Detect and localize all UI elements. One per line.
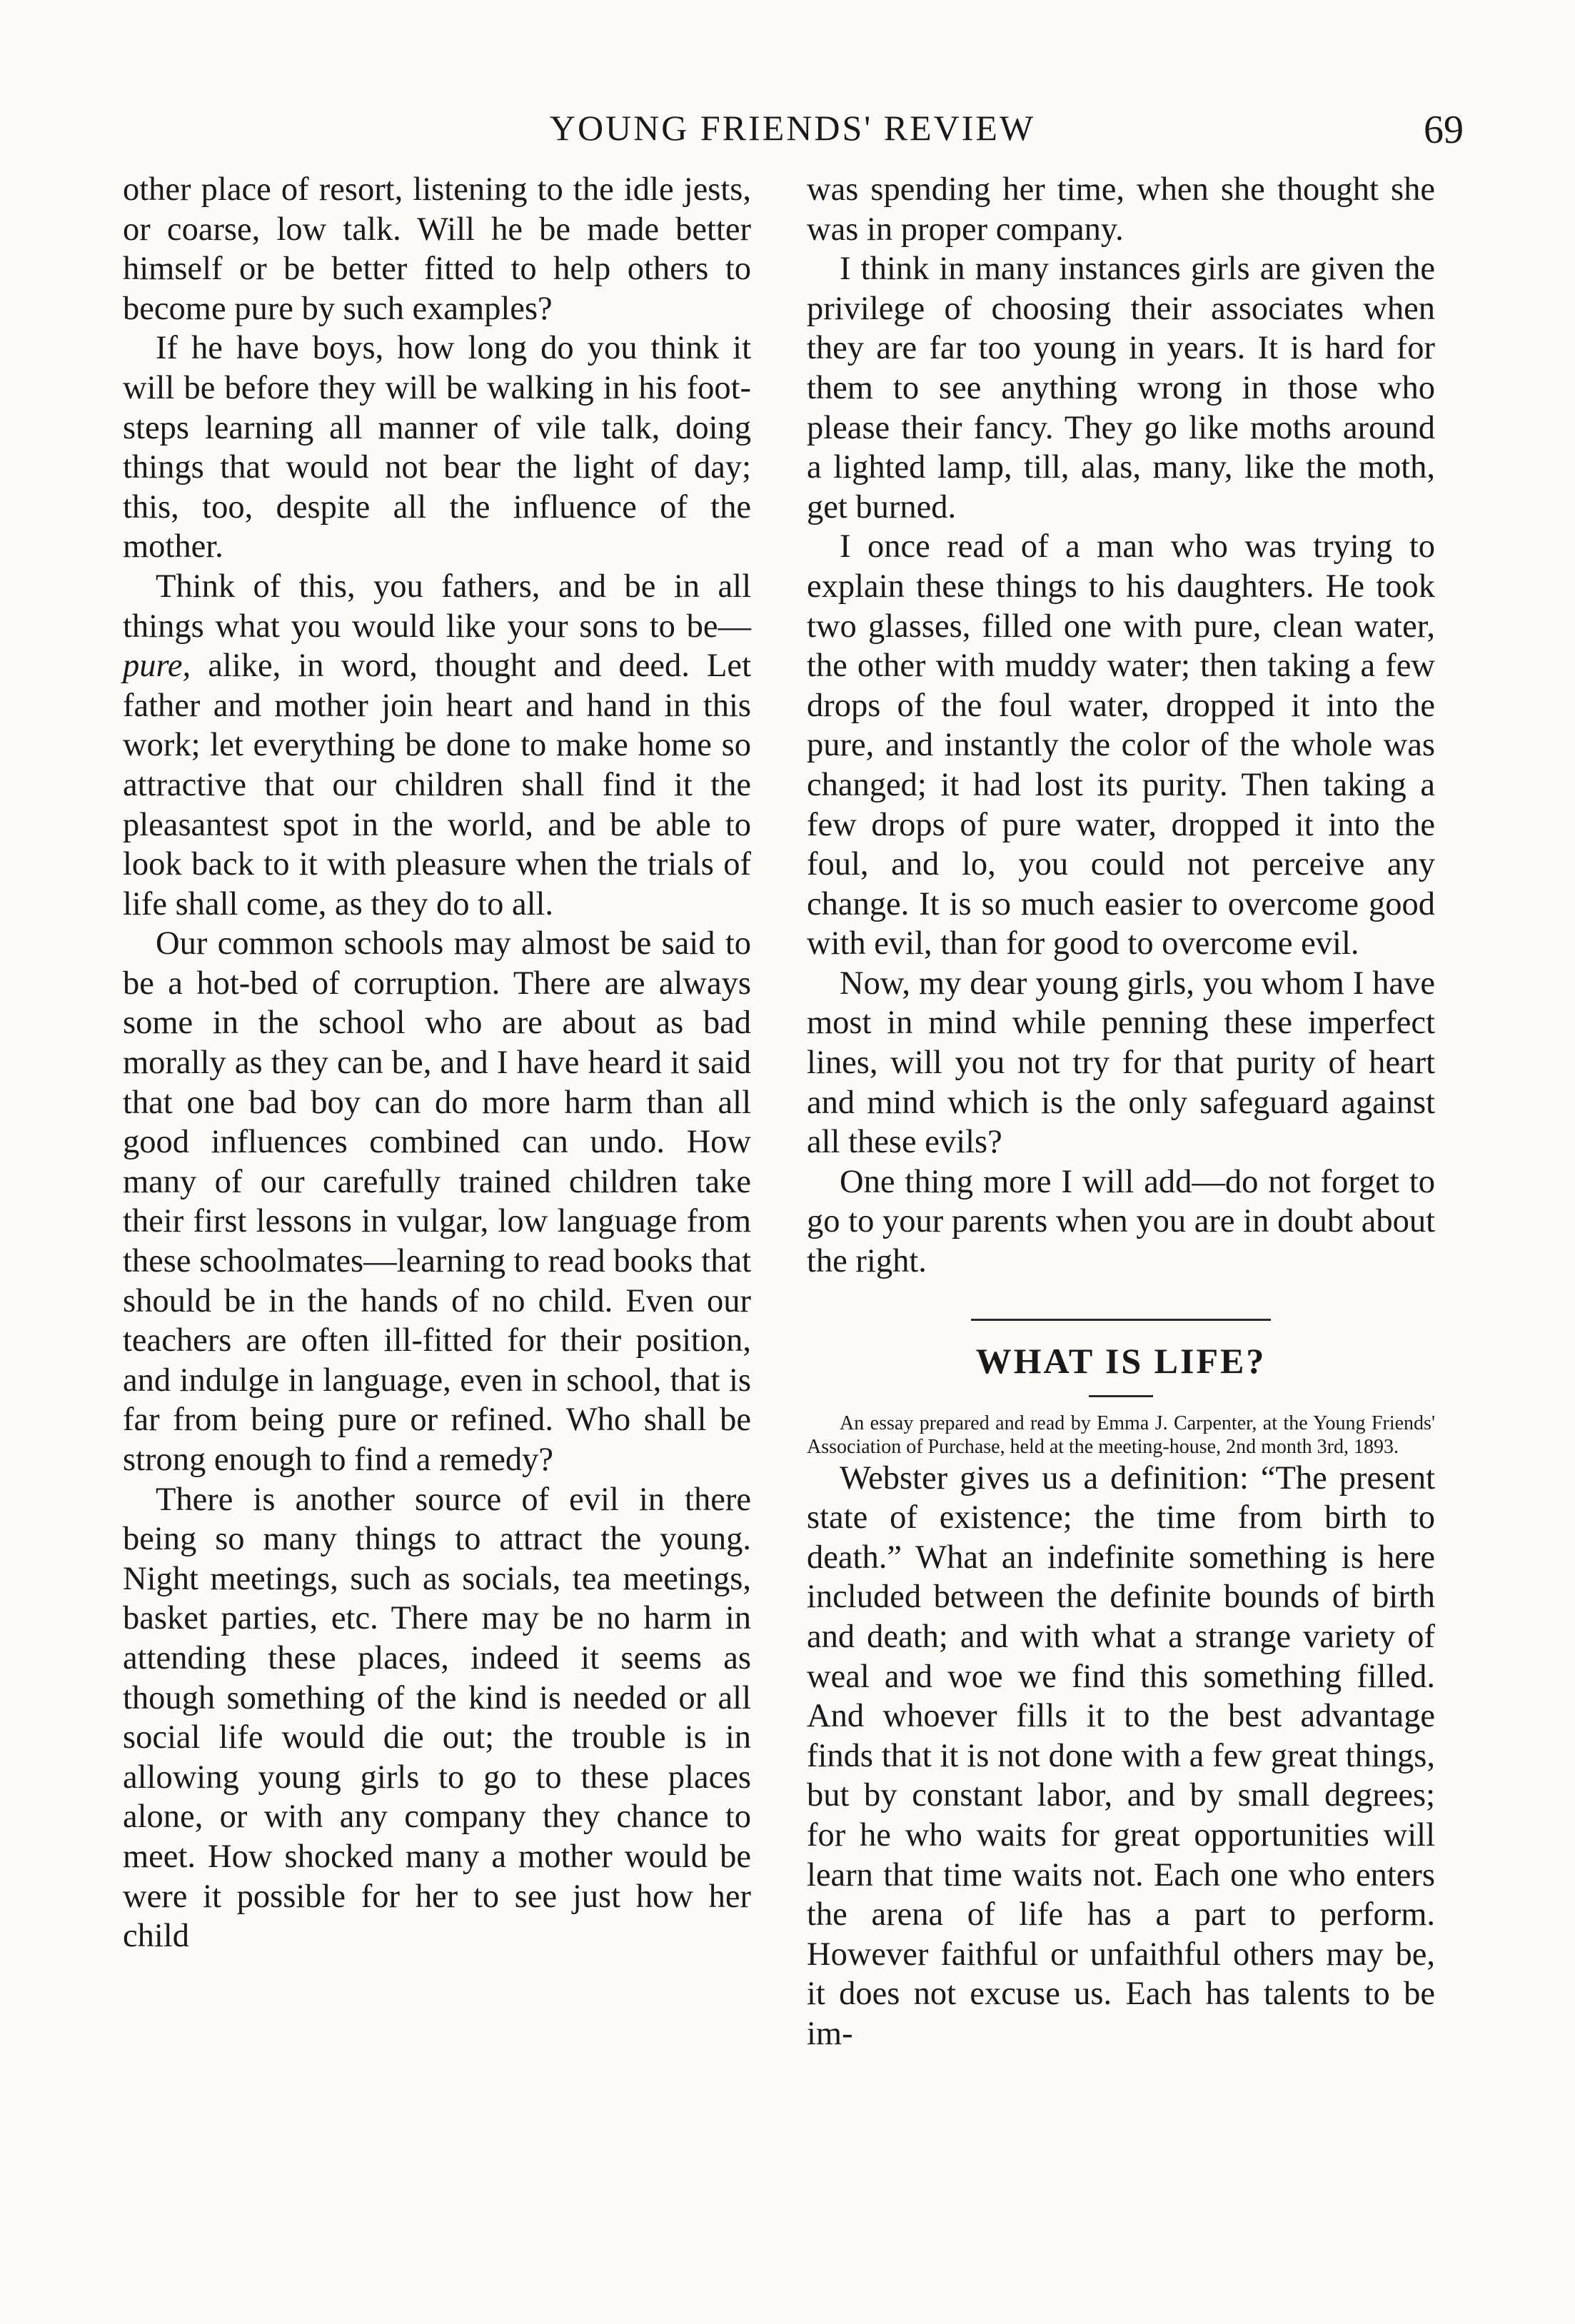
page-header xyxy=(121,107,1464,171)
paragraph-text: alike, in word, thought and deed. Let father and mother join heart and hand in this work; let everything be done to make home so attractive that our children shall find it the pleasantest spot in the world, and be able to look back to it with pleasure when the trials of life shall come, as they do to all. xyxy=(123,648,751,922)
section-divider xyxy=(971,1319,1271,1321)
paragraph: Now, my dear young girls, you whom I have most in mind while penning these imperfect lines, will you not try for that purity of heart and mind which is the only safeguard against all these evils? xyxy=(807,965,1435,1161)
paragraph: I once read of a man who was trying to explain these things to his daughters. He took two glasses, filled one with pure, clean water, the other with muddy water; then taking a few drops of the foul water, dropped it into the pure, and instantly the color of the whole was changed; it had lost its purity. Then taking a few drops of pure water, dropped it into the foul, and lo, you could not perceive any change. It is so much easier to overcome good with evil, than for good to overcome evil. xyxy=(807,528,1435,962)
essay-byline: An essay prepared and read by Emma J. Carpenter, at the Young Friends' Association of Purchase, held at the meeting-house, 2nd month 3rd, 1893. xyxy=(807,1412,1435,1458)
section-title: WHAT IS LIFE? xyxy=(975,1340,1267,1381)
left-column xyxy=(123,170,751,1956)
paragraph: Webster gives us a definition: “The present state of existence; the time from birth to death.” What an indefinite something is here included between the definite bounds of birth and death; and with what a strange variety of weal and woe we find this something filled. And whoever fills it to the best advantage finds that it is not done with a few great things, but by constant labor, and by small degrees; for he who waits for great opportunities will learn that time waits not. Each one who enters the arena of life has a part to perform. However faithful or unfaithful others may be, it does not excuse us. Each has talents to be im- xyxy=(807,1459,1435,2052)
paragraph-text: Think of this, you fathers, and be in all things what you would like your sons to be— xyxy=(123,568,751,645)
paragraph: There is another source of evil in there being so many things to attract the young. Night meetings, such as socials, tea meetings, basket parties, etc. There may be no harm in attending these places, indeed it seems as though something of the kind is needed or all social life would die out; the trouble is in allowing young girls to go to these places alone, or with any company they chance to meet. How shocked many a mother would be were it possible for her to see just how her child xyxy=(123,1481,751,1955)
page-number: 69 xyxy=(1424,108,1464,152)
paragraph: One thing more I will add—do not forget to go to your parents when you are in doubt about the right. xyxy=(807,1163,1435,1280)
emphasis-text: pure, xyxy=(123,648,191,685)
paragraph: was spending her time, when she thought she was in proper company. xyxy=(807,171,1435,248)
paragraph xyxy=(123,567,751,924)
title-underline xyxy=(1089,1395,1153,1397)
paragraph: If he have boys, how long do you think it will be before they will be walking in his foot-steps learning all manner of vile talk, doing things that would not bear the light of day; this, too, despite all the influence of the mother. xyxy=(123,330,751,565)
running-title: YOUNG FRIENDS' REVIEW xyxy=(549,108,1036,148)
right-column xyxy=(807,170,1435,2054)
paragraph: Our common schools may almost be said to be a hot-bed of corruption. There are always some in the school who are about as bad morally as they can be, and I have heard it said that one bad boy can do more harm than all good influences combined can undo. How many of our carefully trained children take their first lessons in vulgar, low language from these schoolmates—learning to read books that should be in the hands of no child. Even our teachers are often ill-fitted for their position, and indulge in language, even in school, that is far from being pure or refined. Who shall be strong enough to find a remedy? xyxy=(123,925,751,1478)
paragraph: I think in many instances girls are given the privilege of choosing their associates when they are far too young in years. It is hard for them to see anything wrong in those who please their fancy. They go like moths around a lighted lamp, till, alas, many, like the moth, get burned. xyxy=(807,251,1435,525)
paragraph: other place of resort, listening to the idle jests, or coarse, low talk. Will he be made better himself or be better fitted to help others to become pure by such examples? xyxy=(123,171,751,327)
